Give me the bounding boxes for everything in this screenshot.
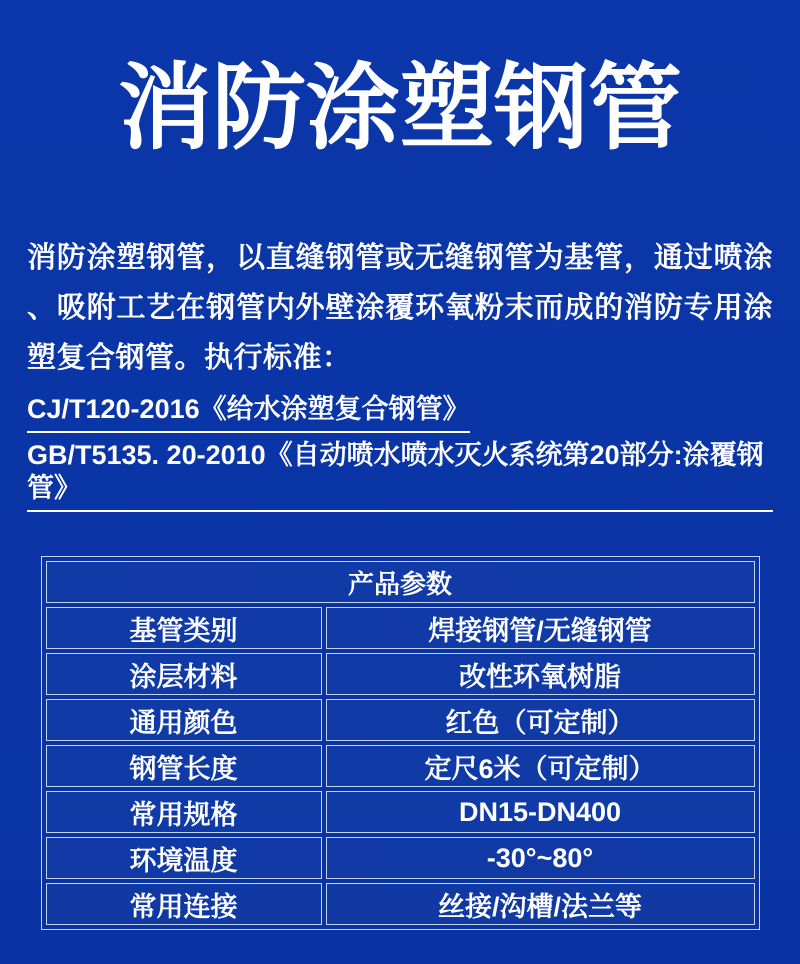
- param-label: 通用颜色: [46, 699, 322, 741]
- table-row: [46, 653, 755, 695]
- param-label: 基管类别: [46, 607, 322, 649]
- param-value: -30°~80°: [326, 837, 755, 879]
- table-row: [46, 883, 755, 925]
- param-label: 常用规格: [46, 791, 322, 833]
- param-value: 丝接/沟槽/法兰等: [326, 883, 755, 925]
- table-header-title: 产品参数: [46, 561, 755, 603]
- page-title: 消防涂塑钢管: [117, 55, 682, 160]
- standard-link-gbt5135-text: GB/T5135. 20-2010《自动喷水喷水灭火系统第20部分:涂覆钢管》: [27, 439, 773, 512]
- standards-list: [27, 393, 773, 512]
- param-label: 环境温度: [46, 837, 322, 879]
- table-row: [46, 791, 755, 833]
- standard-link-cjt120[interactable]: [27, 393, 773, 433]
- standard-link-gbt5135[interactable]: [27, 439, 773, 512]
- param-value: 红色（可定制）: [326, 699, 755, 741]
- param-label: 涂层材料: [46, 653, 322, 695]
- table-header-row: [46, 561, 755, 603]
- param-label: 钢管长度: [46, 745, 322, 787]
- param-value: 焊接钢管/无缝钢管: [326, 607, 755, 649]
- intro-paragraph: 消防涂塑钢管，以直缝钢管或无缝钢管为基管，通过喷涂、吸附工艺在钢管内外壁涂覆环氧粉末而成的消防专用涂塑复合钢管。执行标准：: [27, 242, 773, 375]
- param-value: 定尺6米（可定制）: [326, 745, 755, 787]
- param-value: DN15-DN400: [326, 791, 755, 833]
- table-row: [46, 607, 755, 649]
- table-row: [46, 699, 755, 741]
- param-value: 改性环氧树脂: [326, 653, 755, 695]
- standard-link-cjt120-text: CJ/T120-2016《给水涂塑复合钢管》: [27, 393, 470, 433]
- param-label: 常用连接: [46, 883, 322, 925]
- product-params-table: [41, 556, 760, 930]
- table-row: [46, 837, 755, 879]
- table-row: [46, 745, 755, 787]
